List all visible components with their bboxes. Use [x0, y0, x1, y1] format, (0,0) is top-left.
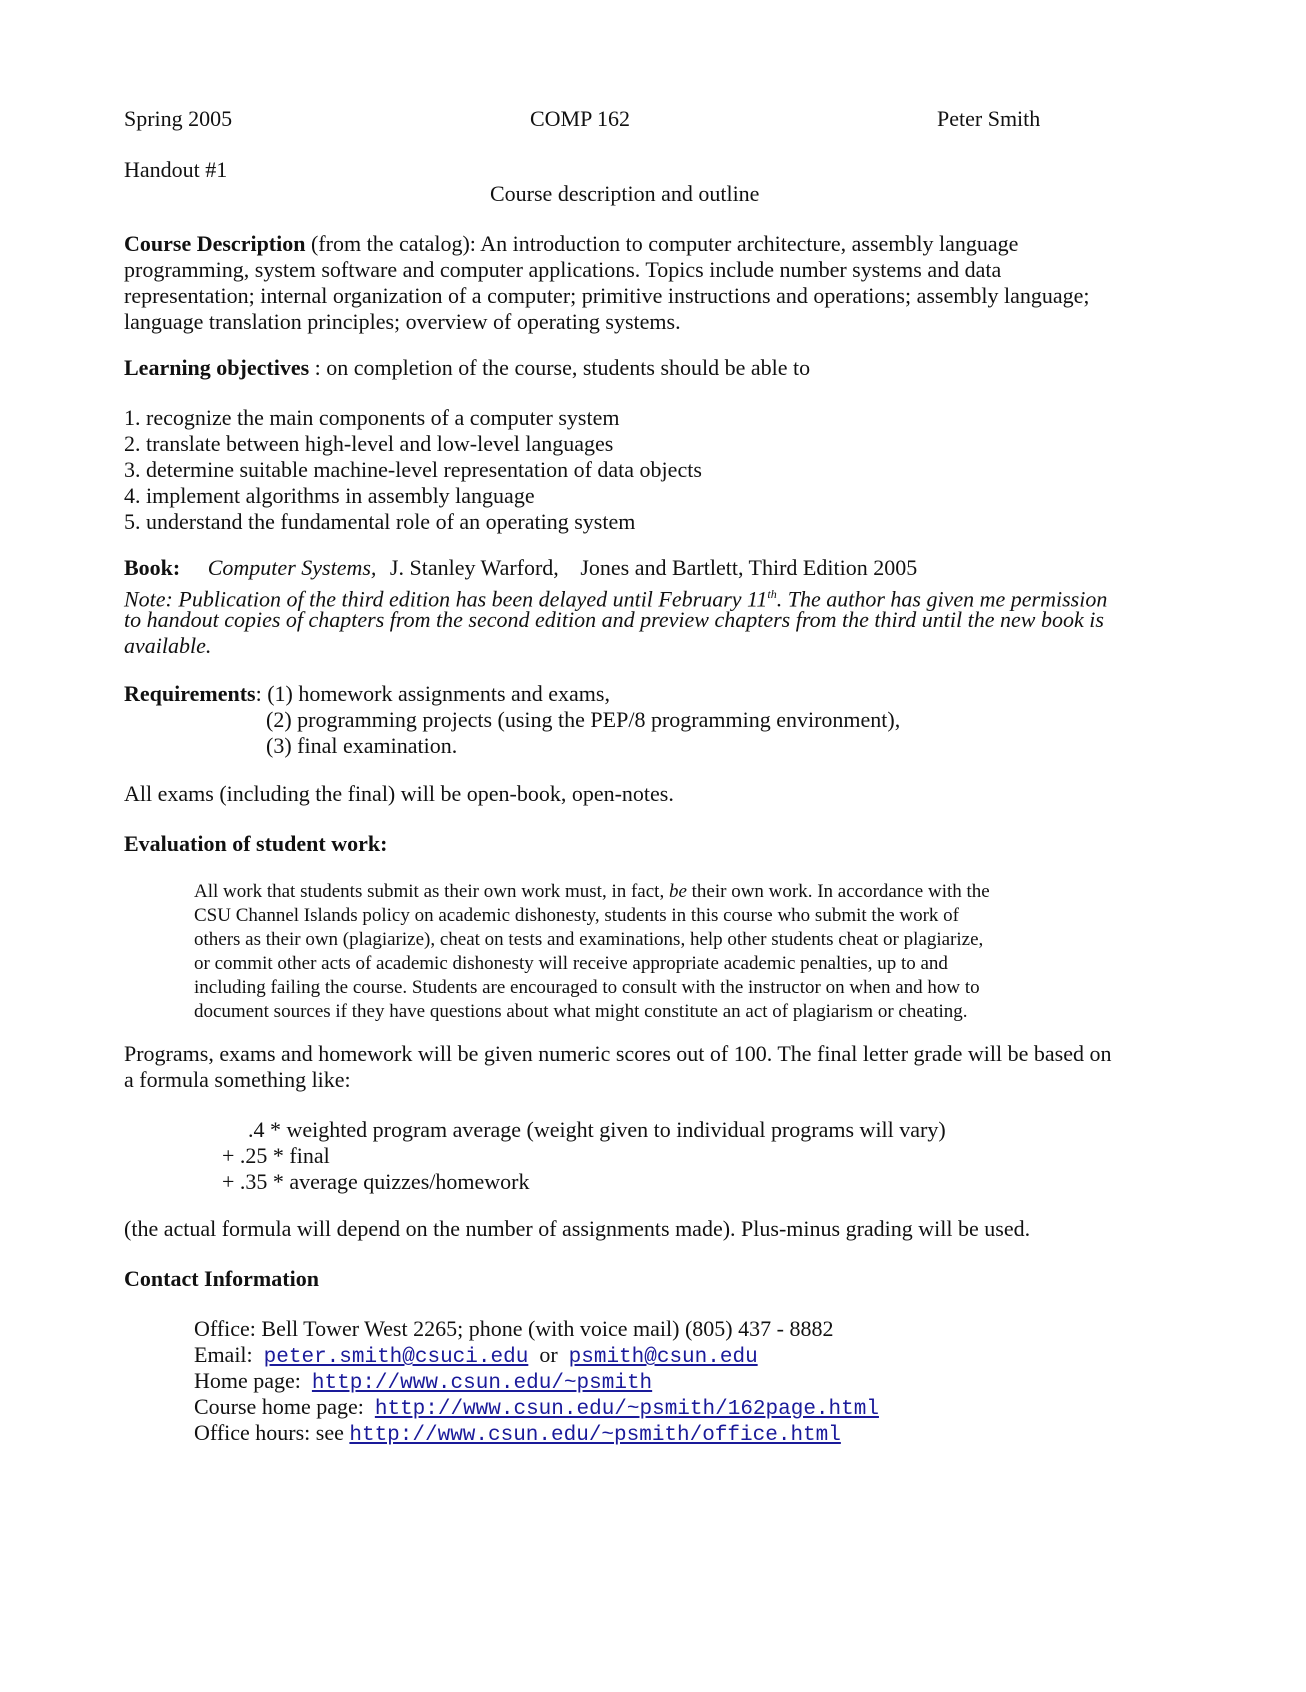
instructor-name: Peter Smith — [937, 106, 1041, 131]
page-header — [124, 106, 1124, 134]
book-note: to handout copies of chapters from the second edition and preview chapters from the third until the new book is — [124, 607, 1104, 632]
list-item: 2. translate between high-level and low-level languages — [124, 431, 614, 456]
email-link-csun[interactable]: psmith@csun.edu — [568, 1346, 758, 1369]
requirement-item: (2) programming projects (using the PEP/8 programming environment), — [266, 707, 901, 732]
list-item: 5. understand the fundamental role of an operating system — [124, 509, 636, 534]
contact-info — [194, 1316, 879, 1446]
handout-subtitle: Course description and outline — [490, 181, 760, 206]
course-description — [124, 231, 1204, 335]
homepage-line: Home page: http://www.csun.edu/~psmith — [194, 1368, 653, 1395]
description-line: representation; internal organization of a computer; primitive instructions and operations; assembly language; — [124, 283, 1090, 308]
policy-line: CSU Channel Islands policy on academic dishonesty, students in this course who submit the work of — [194, 905, 960, 926]
course-homepage-line: Course home page: http://www.csun.edu/~psmith/162page.html — [194, 1394, 879, 1421]
book-section — [124, 555, 1214, 659]
term: Spring 2005 — [124, 106, 233, 131]
email-line: Email: peter.smith@csuci.edu or psmith@csun.edu — [194, 1342, 758, 1369]
list-item: 4. implement algorithms in assembly language — [124, 483, 535, 508]
objectives-intro: Learning objectives : on completion of the course, students should be able to — [124, 355, 811, 380]
requirements-label: Requirements — [124, 681, 256, 706]
policy-line: All work that students submit as their own work must, in fact, be their own work. In accordance with the — [194, 881, 990, 902]
contact-heading: Contact Information — [124, 1266, 319, 1291]
requirements-section — [124, 681, 900, 759]
requirement-item: (3) final examination. — [266, 733, 458, 758]
book-note: available. — [124, 633, 212, 658]
course-homepage-link[interactable]: http://www.csun.edu/~psmith/162page.html — [374, 1398, 879, 1421]
description-line: (from the catalog): An introduction to computer architecture, assembly language — [305, 231, 1019, 256]
office-info: Office: Bell Tower West 2265; phone (with voice mail) (805) 437 - 8882 — [194, 1316, 834, 1341]
formula-line: + .25 * final — [222, 1143, 330, 1168]
formula-line: .4 * weighted program average (weight given to individual programs will vary) — [248, 1117, 946, 1142]
policy-line: or commit other acts of academic dishonesty will receive appropriate academic penalties, up to and — [194, 953, 948, 974]
policy-line: including failing the course. Students are encouraged to consult with the instructor on when and how to — [194, 977, 980, 998]
book-label: Book: — [124, 555, 181, 580]
book-author: J. Stanley Warford, — [389, 555, 559, 580]
book-publisher: Jones and Bartlett, Third Edition 2005 — [580, 555, 918, 580]
formula-closing: (the actual formula will depend on the number of assignments made). Plus-minus grading will be used. — [124, 1216, 1031, 1241]
book-note: Note: Publication of the third edition has been delayed until February 11th. The author has given me permission — [124, 586, 1108, 612]
objectives-heading: Learning objectives — [124, 355, 310, 380]
list-item: 1. recognize the main components of a computer system — [124, 405, 620, 430]
scores-paragraph: Programs, exams and homework will be given numeric scores out of 100. The final letter grade will be based on a formula something like: — [124, 1041, 1112, 1092]
office-hours-link[interactable]: http://www.csun.edu/~psmith/office.html — [349, 1424, 841, 1447]
description-line: language translation principles; overview of operating systems. — [124, 309, 681, 334]
description-line: programming, system software and computer applications. Topics include number systems and data — [124, 257, 1002, 282]
list-item: 3. determine suitable machine-level representation of data objects — [124, 457, 702, 482]
objectives-list — [124, 405, 702, 535]
homepage-link[interactable]: http://www.csun.edu/~psmith — [311, 1372, 653, 1395]
evaluation-heading: Evaluation of student work: — [124, 831, 388, 856]
handout-number: Handout #1 — [124, 157, 228, 182]
requirement-item: : (1) homework assignments and exams, — [255, 681, 610, 706]
course-code: COMP 162 — [530, 106, 631, 131]
grade-formula — [222, 1117, 946, 1195]
exams-note: All exams (including the final) will be open-book, open-notes. — [124, 781, 674, 806]
policy-line: others as their own (plagiarize), cheat on tests and examinations, help other students cheat or plagiarize, — [194, 929, 984, 950]
description-heading: Course Description — [124, 231, 306, 256]
book-title: Computer Systems, — [207, 555, 377, 580]
academic-dishonesty-policy — [194, 880, 1054, 1024]
book-line — [124, 555, 1214, 581]
email-link-csuci[interactable]: peter.smith@csuci.edu — [263, 1346, 529, 1369]
policy-line: document sources if they have questions about what might constitute an act of plagiarism or cheating. — [194, 1001, 968, 1022]
office-hours-line: Office hours: see http://www.csun.edu/~psmith/office.html — [194, 1420, 841, 1447]
formula-line: + .35 * average quizzes/homework — [222, 1169, 530, 1194]
